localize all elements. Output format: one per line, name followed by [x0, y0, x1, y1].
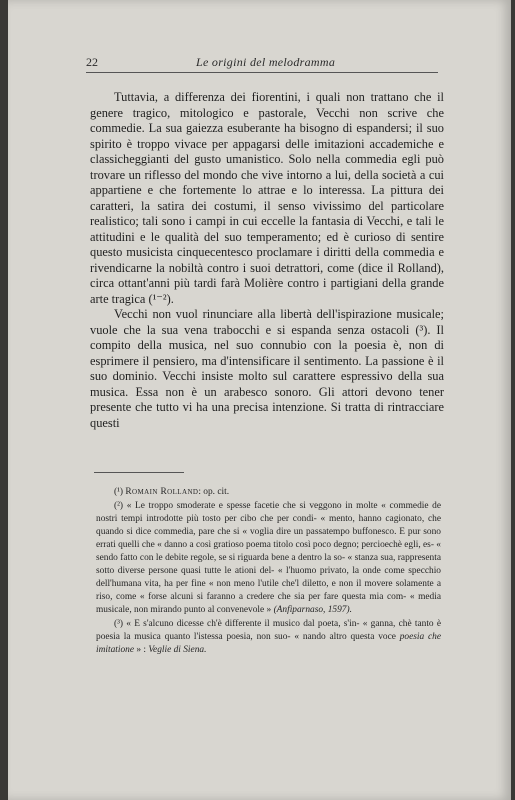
- footnote-1-ref: : op. cit.: [198, 487, 230, 497]
- footnote-3: [96, 618, 441, 657]
- paragraph-1: Tuttavia, a differenza dei fiorentini, i quali non trattano che il genere tragico, mitologico e pastorale, Vecchi non scrive che commedie. La sua gaiezza esuberante ha bisogno di espandersi; il suo spirito è troppo vivace per appagarsi delle imitazioni accademiche e classicheggianti del gusto umanistico. Solo nella commedia egli può trovare un riflesso del mondo che vive intorno a lui, della società a cui appartiene e che fortemente lo attrae e lo interessa. La pittura dei caratteri, la satira dei costumi, il senso vivissimo del particolare realistico; tali sono i campi in cui eccelle la fantasia di Vecchi, e tali le attitudini e le qualità del suo temperamento; ed è curioso di sentire questo musicista cinquecentesco proclamare i diritti della commedia e rivendicarne la nobiltà contro i suoi detrattori, come (dice il Rolland), circa ottant'anni più tardi farà Molière contro i partigiani della grande arte tragica (¹⁻²).: [90, 90, 444, 306]
- paragraph-2: Vecchi non vuol rinunciare alla libertà dell'ispirazione musicale; vuole che la sua vena trabocchi e si espanda senza ostacoli (³). Il compito della musica, nel suo connubio con la poesia è, non di esprimere il pensiero, ma d'intensificare il sentimento. La passione è il suo dominio. Vecchi insiste molto sul carattere espressivo della sua musica. Essa non è un arabesco sonoro. Gli attori devono tener presente che tutto vi ha una precisa intenzione. Si tratta di rintracciare questi: [90, 307, 444, 430]
- footnote-1-marker: (¹): [114, 487, 124, 497]
- footnote-3-italic: poesia che imitatione: [96, 632, 441, 655]
- main-text: [90, 90, 444, 431]
- footnote-3-source: Veglie di Siena.: [148, 645, 207, 655]
- running-title: Le origini del melodramma: [196, 55, 336, 69]
- footnote-2-source: (Anfiparnaso, 1597).: [273, 605, 352, 615]
- footnote-2-marker: (²): [114, 501, 124, 511]
- footnote-3-marker: (³): [114, 619, 124, 629]
- footnote-3-text: « E s'alcuno dicesse ch'è differente il musico dal poeta, s'in- « ganna, chè tanto è poesia la musica quanto l'istessa poesia, non suo- « nando altro questa voce: [96, 619, 442, 642]
- footnote-1-author: Romain Rolland: [125, 487, 199, 497]
- footnote-1: [96, 486, 441, 499]
- footnotes: [96, 486, 441, 658]
- footnote-3-close: » :: [136, 645, 147, 655]
- footnote-rule: [94, 472, 184, 473]
- footnote-2-text: « Le troppo smoderate e spesse facetie che si veggono in molte « commedie de nostri tempi introdotte più tosto per cibo che per condi- « mento, hanno cagionato, che quando si dice commedia, pare che si « voglia dire un passatempo buffonesco. E pur sono errati quelli che « danno a così gratioso poema titolo così poco degno; percioechè egli, es- « sendo fatto con le debite regole, se si riguarda bene a dentro la so- « stanza sua, rappresenta sotto diverse persone quasi tutte le ationi del- « l'huomo privato, la onde come specchio dell'humana vita, ha per fine « non meno l'utile che'l diletto, e non il movere solamente a riso, come « forse alcuni si faranno a credere che sia per fare questa mia com- « media musicale, non mirando punto al convenevole »: [96, 501, 441, 615]
- book-page: [8, 0, 511, 800]
- footnote-2: [96, 500, 441, 617]
- page-number: 22: [86, 55, 98, 69]
- header-rule: [86, 72, 438, 73]
